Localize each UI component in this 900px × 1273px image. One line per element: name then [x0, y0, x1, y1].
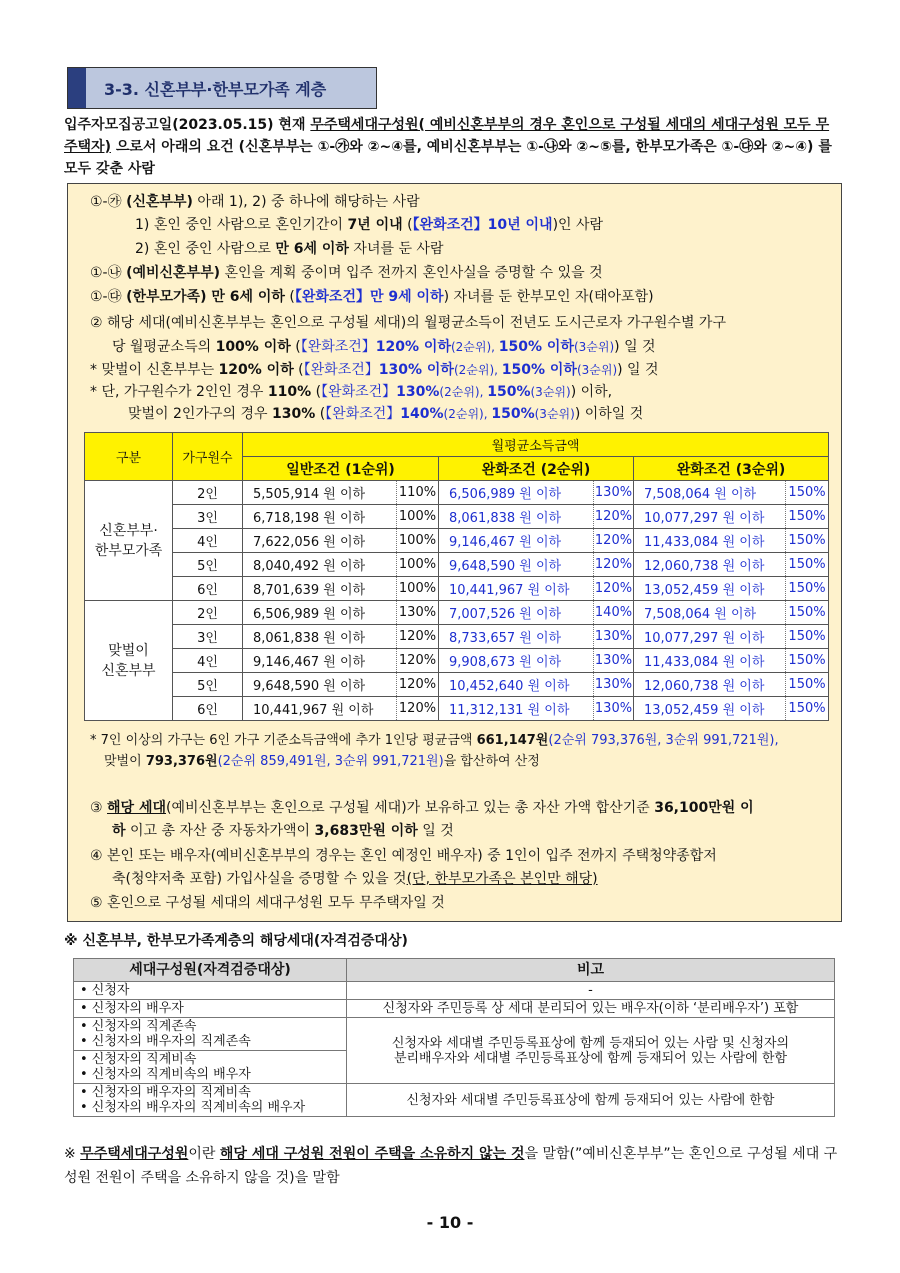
criterion-1c: ①-㉰ (한부모가족) 만 6세 이하 (【완화조건】만 9세 이하) 자녀를 둔 한부모인 자(태아포함) [90, 289, 654, 305]
page-number: - 10 - [426, 1213, 474, 1232]
criterion-2-two-person: * 단, 가구원수가 2인인 경우 110% (【완화조건】130%(2순위), 150%(3순위)) 이하, [90, 384, 613, 400]
criterion-4-line1: ④ 본인 또는 배우자(예비신혼부부의 경우는 혼인 예정인 배우자) 중 1인이 입주 전까지 주택청약종합저 [90, 848, 717, 864]
criterion-5: ⑤ 혼인으로 구성될 세대의 세대구성원 모두 무주택자일 것 [90, 895, 445, 911]
criterion-1a-1: 1) 혼인 중인 사람으로 혼인기간이 7년 이내 (【완화조건】10년 이내)인 사람 [135, 217, 604, 233]
table-row: • 신청자의 직계비속 • 신청자의 직계비속의 배우자 [74, 1051, 835, 1084]
criterion-1b: ①-㉯ (예비신혼부부) 혼인을 계획 중이며 입주 전까지 혼인사실을 증명할 수 있을 것 [90, 265, 603, 281]
header-members: 가구원수 [173, 433, 243, 481]
header-condition-2: 완화조건 (2순위) [439, 457, 634, 481]
member-remark-34: 신청자와 세대별 주민등록표상에 함께 등재되어 있는 사람 및 신청자의 분리배우자와 세대별 주민등록표상에 함께 등재되어 있는 사람에 한함 [347, 1018, 835, 1084]
criterion-2-dual-income: * 맞벌이 신혼부부는 120% 이하 (【완화조건】130% 이하(2순위), 150% 이하(3순위)) 일 것 [90, 362, 659, 378]
table-row: • 신청자의 배우자 신청자와 주민등록 상 세대 분리되어 있는 배우자(이하 ‘분리배우자’) 포함 [74, 1000, 835, 1018]
header-monthly-income: 월평균소득금액 [243, 433, 829, 457]
criterion-2-dual-two-person: 맞벌이 2인가구의 경우 130% (【완화조건】140%(2순위), 150%(3순위)) 이하일 것 [128, 406, 644, 422]
table-row: 5인 9,648,590 원 이하 120% 10,452,640 원 이하 130% 12,060,738 원 이하 150% [85, 673, 829, 697]
intro-text-3: 으로서 아래의 요건 (신혼부부는 ①-㉮와 ②~④를, 예비신혼부부는 ①-㉯와 ②~⑤를, 한부모가족은 ①-㉰와 ②~④) 를 모두 갖춘 사람 [64, 139, 832, 177]
criterion-4-line2: 축(청약저축 포함) 가입사실을 증명할 수 있을 것(단, 한부모가족은 본인만 해당) [112, 871, 598, 887]
household-note: ※ 신혼부부, 한부모가족계층의 해당세대(자격검증대상) [64, 933, 408, 949]
section-title-bar [68, 68, 86, 108]
intro-text-1: 입주자모집공고일(2023.05.15) 현재 [64, 117, 311, 133]
group-label-newlywed: 신혼부부· 한부모가족 [85, 481, 173, 601]
table-row: 4인 7,622,056 원 이하 100% 9,146,467 원 이하 120% 11,433,084 원 이하 150% [85, 529, 829, 553]
table-row: 신혼부부· 한부모가족 2인 5,505,914 원 이하 110% 6,506,989 원 이하 130% 7,508,064 원 이하 150% [85, 481, 829, 505]
criterion-2-line1: ② 해당 세대(예비신혼부부는 혼인으로 구성될 세대)의 월평균소득이 전년도 도시근로자 가구원수별 가구 [90, 315, 726, 331]
criterion-3-line1: ③ 해당 세대(예비신혼부부는 혼인으로 구성될 세대)가 보유하고 있는 총 자산 가액 합산기준 36,100만원 이 [90, 800, 754, 816]
member-header-1: 세대구성원(자격검증대상) [74, 959, 347, 982]
criterion-1a-2: 2) 혼인 중인 사람으로 만 6세 이하 자녀를 둔 사람 [135, 241, 444, 257]
criterion-3-line2: 하 이고 총 자산 중 자동차가액이 3,683만원 이하 일 것 [112, 823, 454, 839]
table-row: 3인 8,061,838 원 이하 120% 8,733,657 원 이하 130% 10,077,297 원 이하 150% [85, 625, 829, 649]
criterion-1a: ①-㉮ (신혼부부) 아래 1), 2) 중 하나에 해당하는 사람 [90, 194, 420, 210]
table-row: 4인 9,146,467 원 이하 120% 9,908,673 원 이하 130% 11,433,084 원 이하 150% [85, 649, 829, 673]
member-header-2: 비고 [347, 959, 835, 982]
section-title [67, 67, 377, 109]
table-note-line2: 맞벌이 793,376원(2순위 859,491원, 3순위 991,721원)을 합산하여 산정 [104, 754, 540, 769]
income-table [84, 432, 829, 721]
table-row: 3인 6,718,198 원 이하 100% 8,061,838 원 이하 120% 10,077,297 원 이하 150% [85, 505, 829, 529]
intro-paragraph [64, 114, 840, 180]
table-row: • 신청자 - [74, 982, 835, 1000]
household-member-table [73, 958, 835, 1117]
intro-text-2: 무주택세대구성원( 예비신혼부부의 경우 혼인으로 구성될 세대의 세대구성원 모두 무주택자) [64, 117, 830, 155]
header-condition-3: 완화조건 (3순위) [634, 457, 829, 481]
table-row: 5인 8,040,492 원 이하 100% 9,648,590 원 이하 120% 12,060,738 원 이하 150% [85, 553, 829, 577]
table-row: • 신청자의 배우자의 직계비속 • 신청자의 배우자의 직계비속의 배우자 신청자와 세대별 주민등록표상에 함께 등재되어 있는 사람에 한함 [74, 1084, 835, 1117]
header-condition-1: 일반조건 (1순위) [243, 457, 439, 481]
header-gubun: 구분 [85, 433, 173, 481]
table-row: • 신청자의 직계존속 • 신청자의 배우자의 직계존속 신청자와 세대별 주민등록표상에 함께 등재되어 있는 사람 및 신청자의 분리배우자와 세대별 주민등록표상에 함께 등재되어 있는 사람에 한함 [74, 1018, 835, 1051]
group-label-dual-income: 맞벌이 신혼부부 [85, 601, 173, 721]
section-title-text: 3-3. 신혼부부·한부모가족 계층 [104, 79, 327, 99]
footnote: ※ 무주택세대구성원이란 해당 세대 구성원 전원이 주택을 소유하지 않는 것을 말함(”예비신혼부부”는 혼인으로 구성될 세대 구성원 전원이 주택을 소유하지 않을 것)을 말함 [64, 1146, 838, 1186]
table-note-line1: * 7인 이상의 가구는 6인 가구 기준소득금액에 추가 1인당 평균금액 661,147원(2순위 793,376원, 3순위 991,721원), [90, 733, 779, 748]
criterion-2-line2: 당 월평균소득의 100% 이하 (【완화조건】120% 이하(2순위), 150% 이하(3순위)) 일 것 [112, 339, 656, 355]
table-row: 6인 10,441,967 원 이하 120% 11,312,131 원 이하 130% 13,052,459 원 이하 150% [85, 697, 829, 721]
table-row: 6인 8,701,639 원 이하 100% 10,441,967 원 이하 120% 13,052,459 원 이하 150% [85, 577, 829, 601]
table-row: 맞벌이 신혼부부 2인 6,506,989 원 이하 130% 7,007,526 원 이하 140% 7,508,064 원 이하 150% [85, 601, 829, 625]
